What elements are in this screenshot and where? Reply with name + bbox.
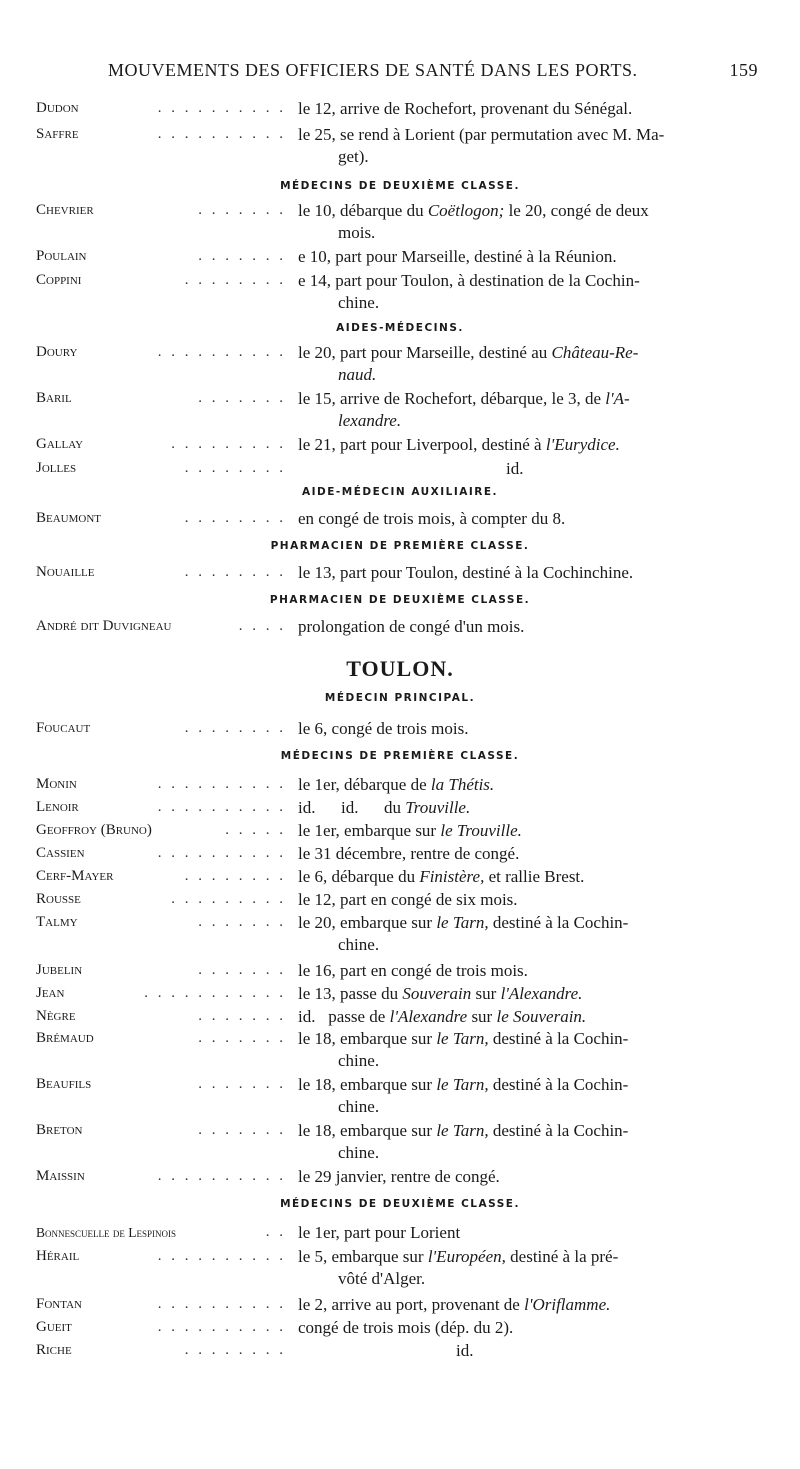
page-number: 159 [729, 60, 758, 80]
entry-text-cont: get). [338, 147, 369, 166]
entry-text: le 16, part en congé de trois mois. [298, 961, 528, 980]
document-page: MOUVEMENTS DES OFFICIERS DE SANTÉ DANS LES PORTS. 159 Dudon . . . . . . . . . . le 12, arrive de Rochefort, provenant du Sénégal. Saffre . . . . . . . . . . le 25, se rend à Lorient (par permutation avec M. Ma- get). MÉDECINS DE DEUXIÈME CLASSE. Chevrier . . . . . . . le 10, débarque du Coëtlogon; le 20, congé de deux mois. Poulain . . . . . . . e 10, part pour Marseille, destiné à la Réunion. Coppini . . . . . . . . e 14, part pour Toulon, à destination de la Cochin- chine. AIDES-MÉDECINS. Doury . . . . . . . . . . le 20, part pour Marseille, destiné au Château-Re- naud. Baril . . . . . . . le 15, arrive de Rochefort, débarque, le 3, de l'A- lexandre. Gallay . . . . . . . . . le 21, part pour Liverpool, destiné à l'Eurydice. Jolles . . . . . . . . id. AIDE-MÉDECIN AUXILIAIRE. Beaumont . . . . . . . . en congé de trois mois, à compter du 8. PHARMACIEN DE PREMIÈRE CLASSE. Nouaille . . . . . . . . le 13, part pour Toulon, destiné à la Cochinchine. PHARMACIEN DE DEUXIÈME CLASSE. André dit Duvigneau . . . . prolongation de congé d'un mois. TOULON. MÉDECIN PRINCIPAL. Foucaut . . . . . . . . le 6, congé de trois mois. MÉDECINS DE PREMIÈRE CLASSE. Monin . . . . . . . . . . le 1er, débarque de la Thétis. Lenoir . . . . . . . . . . id. id. du Trouville. Geoffroy (Bruno) . . . . . le 1er, embarque sur le Trouville. Cassien . . . . . . . . . . le 31 décembre, rentre de congé. Cerf-Mayer . . . . . . . . le 6, débarque du Finistère, et rallie Brest. Rousse . . . . . . . . . le 12, part en congé de six mois. Talmy . . . . . . . le 20, embarque sur le Tarn, destiné à la Cochin- chine. Jubelin . . . . . . . le 16, part en congé de trois mois. Jean . . . . . . . . . . . le 13, passe du Souverain sur l'Alexandre. Nègre . . . . . . . id. passe de l'Alexandre sur le Souverain. Brémaud . . . . . . . le 18, embarque sur le Tarn, destiné à la Cochin- chine. Beaufils . . . . . . . le 18, embarque sur le Tarn, destiné à la Cochin- chine. Breton . . . . . . . le 18, embarque sur le Tarn, destiné à la Cochin- chine. Maissin . . . . . . . . . . le 29 janvier, rentre de congé. MÉDECINS DE DEUXIÈME CLASSE. Bonnescuelle de Lespinois . . le 1er, part pour Lorient Hérail . . . . . . . . . . le 5, embarque sur l'Européen, destiné à la pré- vôté d'Alger. Fontan . . . . . . . . . . le 2, arrive au port, provenant de l'Oriflamme. Gueit . . . . . . . . . . congé de trois mois (dép. du 2). Riche . . . . . . . . id. [0, 0, 800, 1469]
section-heading: MÉDECINS DE PREMIÈRE CLASSE. [280, 750, 520, 762]
city-heading: TOULON. [346, 656, 454, 681]
officer-name: Bonnescuelle de Lespinois [36, 1225, 176, 1240]
entry-text: le 18, embarque sur [298, 1121, 437, 1140]
entry-text: le 31 décembre, rentre de congé. [298, 844, 520, 863]
ship-name: l'Alexandre. [500, 984, 583, 1003]
entry-text: le 10, débarque du [298, 201, 428, 220]
entry-text-cont: chine. [338, 1143, 380, 1162]
officer-name: Hérail [36, 1248, 80, 1264]
entry-text: le 18, embarque sur [298, 1075, 437, 1094]
officer-name: Rousse [36, 891, 81, 907]
officer-name: André dit Duvigneau [36, 618, 172, 634]
officer-name: Dudon [36, 100, 79, 116]
officer-name: Breton [36, 1122, 83, 1138]
entry-text-cont: mois. [338, 223, 376, 242]
section-heading: PHARMACIEN DE PREMIÈRE CLASSE. [270, 540, 530, 552]
officer-name: Nègre [36, 1008, 76, 1024]
entry-text: le 6, débarque du [298, 867, 420, 886]
ship-name: le Trouville. [440, 821, 522, 840]
entry-text: le 13, part pour Toulon, destiné à la Cochinchine. [298, 563, 634, 582]
entry-text: le 1er, embarque sur [298, 821, 441, 840]
officer-name: Poulain [36, 248, 87, 264]
ship-name: l'Alexandre [389, 1007, 468, 1026]
officer-name: Chevrier [36, 202, 94, 218]
entry-text: le 20, part pour Marseille, destiné au [298, 343, 552, 362]
officer-name: Riche [36, 1342, 72, 1358]
page-header [108, 60, 758, 86]
ship-name: le Tarn, [436, 1075, 489, 1094]
entry-text: le 1er, débarque de [298, 775, 431, 794]
ship-name: Trouville. [405, 798, 471, 817]
entry-text-cont: chine. [338, 293, 380, 312]
entry-text: le 21, part pour Liverpool, destiné à [298, 435, 546, 454]
section-heading: MÉDECINS DE DEUXIÈME CLASSE. [280, 180, 520, 192]
officer-name: Nouaille [36, 564, 95, 580]
entry-text-cont: chine. [338, 935, 380, 954]
officer-name: Lenoir [36, 799, 79, 815]
entry-text: le 12, arrive de Rochefort, provenant du Sénégal. [298, 99, 633, 118]
entry-text: e 14, part pour Toulon, à destination de la Cochin- [298, 271, 640, 290]
officer-name: Beaufils [36, 1076, 92, 1092]
officer-name: Baril [36, 390, 72, 406]
entry-text: le 18, embarque sur [298, 1029, 437, 1048]
section-heading: MÉDECIN PRINCIPAL. [324, 692, 476, 704]
ship-name: Château-Re- [551, 343, 639, 362]
entry-text: congé de trois mois (dép. du 2). [298, 1318, 514, 1337]
officer-name: Jean [36, 985, 65, 1001]
officer-name: Maissin [36, 1168, 85, 1184]
section-heading: AIDE-MÉDECIN AUXILIAIRE. [301, 486, 499, 498]
entry-text: id. passe de [298, 1007, 390, 1026]
officer-name: Jolles [36, 460, 77, 476]
officer-name: Beaumont [36, 510, 101, 526]
officer-name: Gallay [36, 436, 84, 452]
section-heading: PHARMACIEN DE DEUXIÈME CLASSE. [269, 594, 531, 606]
officer-name: Cerf-Mayer [36, 868, 114, 884]
officer-name: Geoffroy (Bruno) [36, 822, 152, 838]
section-heading: MÉDECINS DE DEUXIÈME CLASSE. [280, 1198, 520, 1210]
entry-text: le 1er, part pour Lorient [298, 1223, 461, 1242]
ship-name: l'Européen, [427, 1247, 506, 1266]
ship-name: l'Oriflamme. [524, 1295, 611, 1314]
officer-name: Gueit [36, 1319, 72, 1335]
officer-name: Brémaud [36, 1030, 94, 1046]
ship-name: l'Eurydice. [545, 435, 620, 454]
ship-name-cont: naud. [338, 365, 377, 384]
ship-name: Coëtlogon; [427, 201, 505, 220]
ship-name: le Tarn, [436, 1121, 489, 1140]
entry-text: le 12, part en congé de six mois. [298, 890, 518, 909]
officer-name: Doury [36, 344, 78, 360]
entry-text: en congé de trois mois, à compter du 8. [298, 509, 566, 528]
officer-name: Talmy [36, 914, 78, 930]
entry-text: id. [456, 1341, 474, 1360]
officer-name: Foucaut [36, 720, 91, 736]
entry-text: prolongation de congé d'un mois. [298, 617, 525, 636]
officer-name: Monin [36, 776, 77, 792]
ship-name: l'A- [605, 389, 630, 408]
entry-text: le 20, embarque sur [298, 913, 437, 932]
entry-text: id. [506, 459, 524, 478]
ship-name: le Tarn, [436, 913, 489, 932]
entry-text: id. id. du [298, 798, 406, 817]
section-heading: AIDES-MÉDECINS. [336, 322, 464, 334]
entry-text: le 5, embarque sur [298, 1247, 428, 1266]
officer-name: Cassien [36, 845, 85, 861]
ship-name: Finistère, [419, 867, 485, 886]
running-title: MOUVEMENTS DES OFFICIERS DE SANTÉ DANS LES PORTS. [108, 60, 638, 80]
ship-name: le Souverain. [496, 1007, 587, 1026]
ship-name: Souverain [402, 984, 472, 1003]
ship-name-cont: lexandre. [338, 411, 402, 430]
entry-text: le 13, passe du [298, 984, 403, 1003]
ship-name: la Thétis. [430, 775, 495, 794]
officer-name: Fontan [36, 1296, 82, 1312]
entry-text: e 10, part pour Marseille, destiné à la Réunion. [298, 247, 617, 266]
entry-text: le 2, arrive au port, provenant de [298, 1295, 525, 1314]
entry-text-cont: chine. [338, 1097, 380, 1116]
entry-text: le 25, se rend à Lorient (par permutation avec M. Ma- [298, 125, 665, 144]
officer-name: Saffre [36, 126, 79, 142]
entry-text: le 6, congé de trois mois. [298, 719, 469, 738]
entry-text: le 29 janvier, rentre de congé. [298, 1167, 500, 1186]
entry-text-cont: vôté d'Alger. [338, 1269, 426, 1288]
officer-name: Jubelin [36, 962, 83, 978]
entry-text-cont: chine. [338, 1051, 380, 1070]
ship-name: le Tarn, [436, 1029, 489, 1048]
entry-text: le 15, arrive de Rochefort, débarque, le 3, de [298, 389, 606, 408]
officer-name: Coppini [36, 272, 82, 288]
